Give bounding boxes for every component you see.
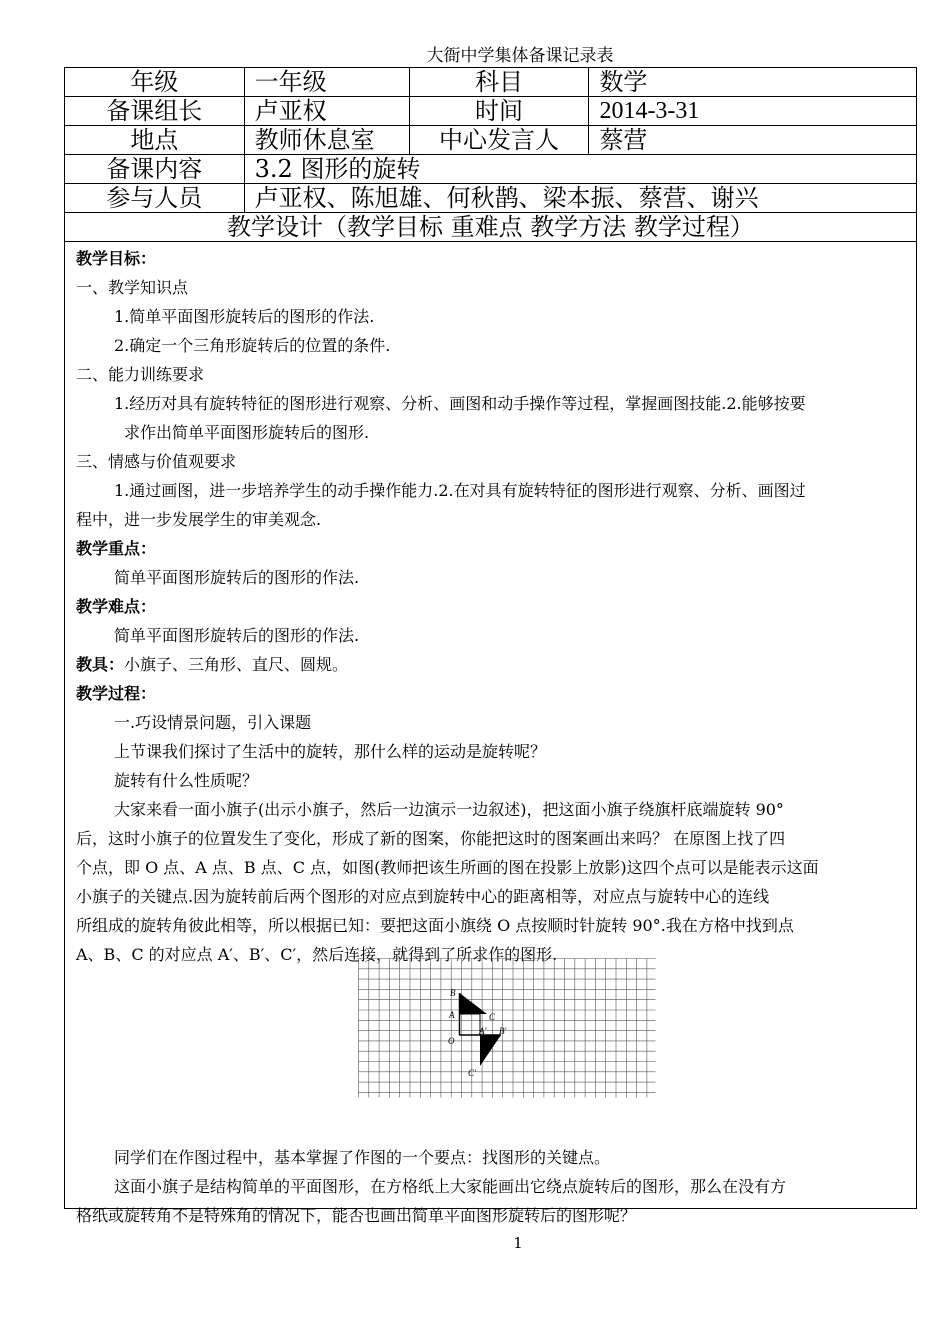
page-title: 大衙中学集体备课记录表 — [426, 46, 614, 66]
process-p5: 同学们在作图过程中，基本掌握了作图的一个要点：找图形的关键点。 — [114, 1148, 611, 1167]
speaker-value: 蔡营 — [589, 126, 917, 155]
info-table — [64, 67, 917, 242]
participants-label: 参与人员 — [65, 184, 245, 213]
key-title: 教学重点： — [76, 539, 157, 558]
speaker-label: 中心发言人 — [409, 126, 589, 155]
label-B-prime: B′ — [499, 1026, 507, 1036]
time-value: 2014-3-31 — [589, 97, 917, 126]
process-p3: 旋转有什么性质呢？ — [114, 771, 259, 790]
grade-value: 一年级 — [244, 68, 409, 97]
tools-line — [76, 650, 908, 679]
sec3-title: 三、情感与价值观要求 — [76, 452, 237, 471]
label-A-prime: A′ — [479, 1026, 487, 1036]
process-p1: 一.巧设情景问题，引入课题 — [114, 713, 312, 732]
content-value: 3.2 图形的旋转 — [244, 155, 916, 184]
diff-title: 教学难点： — [76, 597, 157, 616]
label-O: O — [448, 1036, 455, 1046]
process-p4-l5: 所组成的旋转角彼此相等，所以根据已知：要把这面小旗绕 O 点按顺时针旋转 90°.我在方格中找到点 — [76, 916, 794, 935]
process-p4-l6: A、B、C 的对应点 A′、B′、C′，然后连接，就得到了所求作的图形. — [76, 945, 558, 964]
sec3-text-a: 1.通过画图，进一步培养学生的动手操作能力.2.在对具有旋转特征的图形进行观察、分析、画图过 — [114, 481, 806, 500]
process-p4-l3: 个点，即 O 点、A 点、B 点、C 点，如图(教师把该生所画的图在投影上放影)这四个点可以是能表示这面 — [76, 858, 819, 877]
sec2-item1b: 求作出简单平面图形旋转后的图形. — [124, 423, 370, 442]
process-p6-l1: 这面小旗子是结构简单的平面图形，在方格纸上大家能画出它绕点旋转后的图形，那么在没有方 — [114, 1177, 787, 1196]
process-p2: 上节课我们探讨了生活中的旋转，那什么样的运动是旋转呢？ — [114, 742, 547, 761]
process-p4-l1: 大家来看一面小旗子(出示小旗子，然后一边演示一边叙述)，把这面小旗子绕旗杆底端旋转 90° — [114, 800, 784, 819]
label-B: B — [450, 988, 456, 998]
design-heading: 教学设计（教学目标 重难点 教学方法 教学过程） — [65, 213, 917, 242]
sec2-item1a: 1.经历对具有旋转特征的图形进行观察、分析、画图和动手操作等过程，掌握画图技能.2.能够按要 — [114, 394, 806, 413]
content-label: 备课内容 — [65, 155, 245, 184]
sec1-item1: 1.简单平面图形旋转后的图形的作法. — [114, 307, 375, 326]
leader-label: 备课组长 — [65, 97, 245, 126]
rotation-grid-figure — [358, 958, 656, 1098]
sec2-title: 二、能力训练要求 — [76, 365, 205, 384]
place-label: 地点 — [65, 126, 245, 155]
process-p4-l4: 小旗子的关键点.因为旋转前后两个图形的对应点到旋转中心的距离相等，对应点与旋转中心的连线 — [76, 887, 770, 906]
subject-label: 科目 — [409, 68, 589, 97]
page-number: 1 — [513, 1234, 523, 1252]
goals-title: 教学目标： — [76, 249, 157, 268]
process-p6-l2: 格纸或旋转角不是特殊角的情况下，能否也画出简单平面图形旋转后的图形呢？ — [76, 1206, 637, 1225]
place-value: 教师休息室 — [244, 126, 409, 155]
label-C: C — [489, 1012, 496, 1022]
original-flag — [460, 993, 488, 1014]
process-title: 教学过程： — [76, 684, 157, 703]
time-label: 时间 — [409, 97, 589, 126]
sec3-text-b: 程中，进一步发展学生的审美观念. — [76, 510, 322, 529]
sec1-title: 一、教学知识点 — [76, 278, 189, 297]
leader-value: 卢亚权 — [244, 97, 409, 126]
diff-text: 简单平面图形旋转后的图形的作法. — [114, 626, 360, 645]
participants-value: 卢亚权、陈旭雄、何秋鹊、梁本振、蔡营、谢兴 — [244, 184, 916, 213]
subject-value: 数学 — [589, 68, 917, 97]
grid-lines — [359, 959, 656, 1098]
tools-text: 小旗子、三角形、直尺、圆规。 — [124, 655, 349, 674]
sec1-item2: 2.确定一个三角形旋转后的位置的条件. — [114, 336, 391, 355]
label-A: A — [449, 1010, 455, 1020]
key-text: 简单平面图形旋转后的图形的作法. — [114, 568, 360, 587]
grade-label: 年级 — [65, 68, 245, 97]
label-C-prime: C′ — [468, 1068, 476, 1078]
process-p4-l2: 后，这时小旗子的位置发生了变化，形成了新的图案，你能把这时的图案画出来吗？ 在原图上找了四 — [76, 829, 786, 848]
outline-box — [460, 1014, 481, 1035]
tools-title: 教具： — [76, 655, 125, 674]
